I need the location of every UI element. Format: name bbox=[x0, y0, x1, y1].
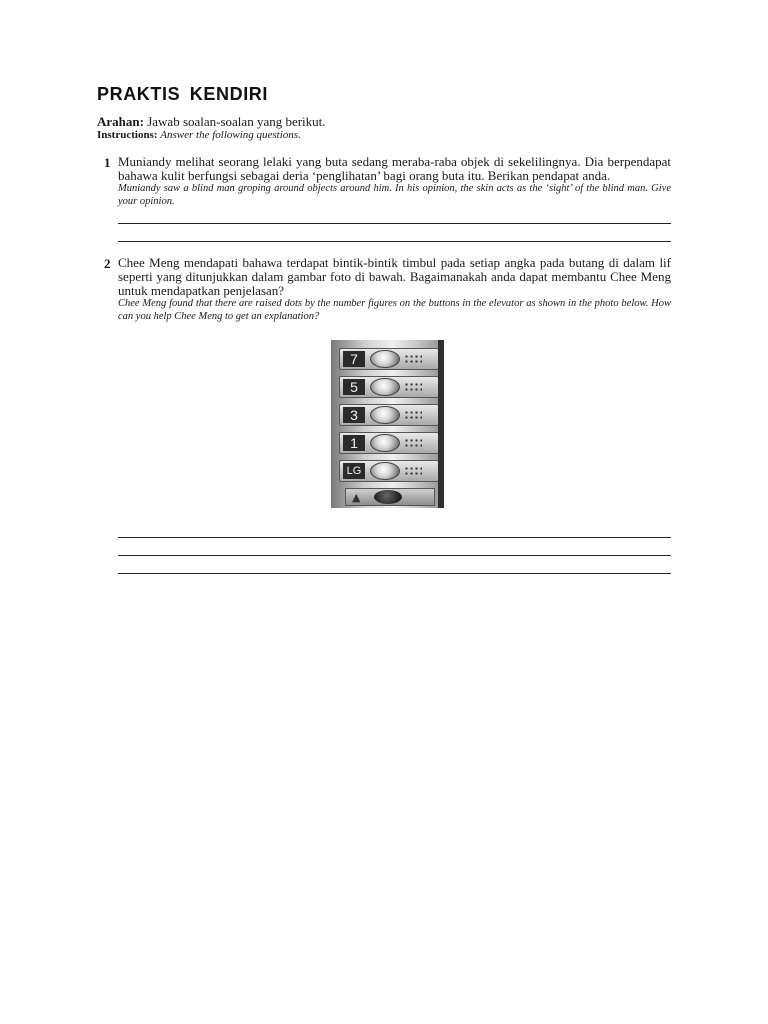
question-1-text-english: Muniandy saw a blind man groping around objects around him. In his opinion, the skin acts as the ‘sight’ of the blind man. Give your opinion. bbox=[118, 183, 671, 207]
braille-dots-icon bbox=[404, 410, 422, 420]
floor-label: 5 bbox=[343, 379, 365, 395]
floor-label: 1 bbox=[343, 435, 365, 451]
answer-line[interactable] bbox=[118, 223, 671, 224]
braille-dots-icon bbox=[404, 354, 422, 364]
lift-button-row bbox=[339, 460, 439, 482]
lift-button-row bbox=[339, 348, 439, 370]
elevator-buttons-photo bbox=[331, 340, 444, 508]
lift-button-row bbox=[339, 432, 439, 454]
instructions-malay bbox=[97, 114, 326, 130]
question-1-text-malay: Muniandy melihat seorang lelaki yang buta sedang meraba-raba objek di sekelilingnya. Dia berpendapat bahawa kulit berfungsi sebagai deria ‘penglihatan’ bagi orang buta itu. Berikan pendapat anda. bbox=[118, 154, 671, 183]
bell-icon: ▲ bbox=[352, 491, 361, 504]
floor-button bbox=[370, 378, 400, 396]
instructions-english-label: Instructions: bbox=[97, 129, 158, 141]
floor-label: 3 bbox=[343, 407, 365, 423]
braille-dots-icon bbox=[404, 438, 422, 448]
lift-button-row bbox=[339, 376, 439, 398]
floor-label: LG bbox=[343, 463, 365, 479]
instructions-english-text: Answer the following questions. bbox=[160, 129, 301, 141]
instructions-malay-label: Arahan: bbox=[97, 114, 144, 129]
floor-button bbox=[370, 406, 400, 424]
braille-dots-icon bbox=[404, 382, 422, 392]
question-2-number: 2 bbox=[104, 256, 111, 271]
close-door-button bbox=[374, 490, 402, 504]
answer-line[interactable] bbox=[118, 537, 671, 538]
floor-label: 7 bbox=[343, 351, 365, 367]
instructions-english bbox=[97, 129, 301, 141]
answer-line[interactable] bbox=[118, 573, 671, 574]
instructions-malay-text: Jawab soalan-soalan yang berikut. bbox=[147, 114, 326, 129]
floor-button bbox=[370, 434, 400, 452]
lift-button-row bbox=[339, 404, 439, 426]
answer-line[interactable] bbox=[118, 241, 671, 242]
door-control-row bbox=[345, 488, 435, 506]
page-title: PRAKTIS KENDIRI bbox=[97, 84, 269, 104]
panel-edge bbox=[438, 340, 444, 508]
question-2-text-malay: Chee Meng mendapati bahawa terdapat bintik-bintik timbul pada setiap angka pada butang di dalam lif seperti yang ditunjukkan dalam gambar foto di bawah. Bagaimanakah anda dapat membantu Chee Meng untuk mendapatkan penjelasan? bbox=[118, 255, 671, 298]
answer-line[interactable] bbox=[118, 555, 671, 556]
question-2-text-english: Chee Meng found that there are raised dots by the number figures on the buttons in the elevator as shown in the photo below. How can you help Chee Meng to get an explanation? bbox=[118, 298, 671, 322]
floor-button bbox=[370, 350, 400, 368]
braille-dots-icon bbox=[404, 466, 422, 476]
floor-button bbox=[370, 462, 400, 480]
question-1-number: 1 bbox=[104, 155, 111, 170]
